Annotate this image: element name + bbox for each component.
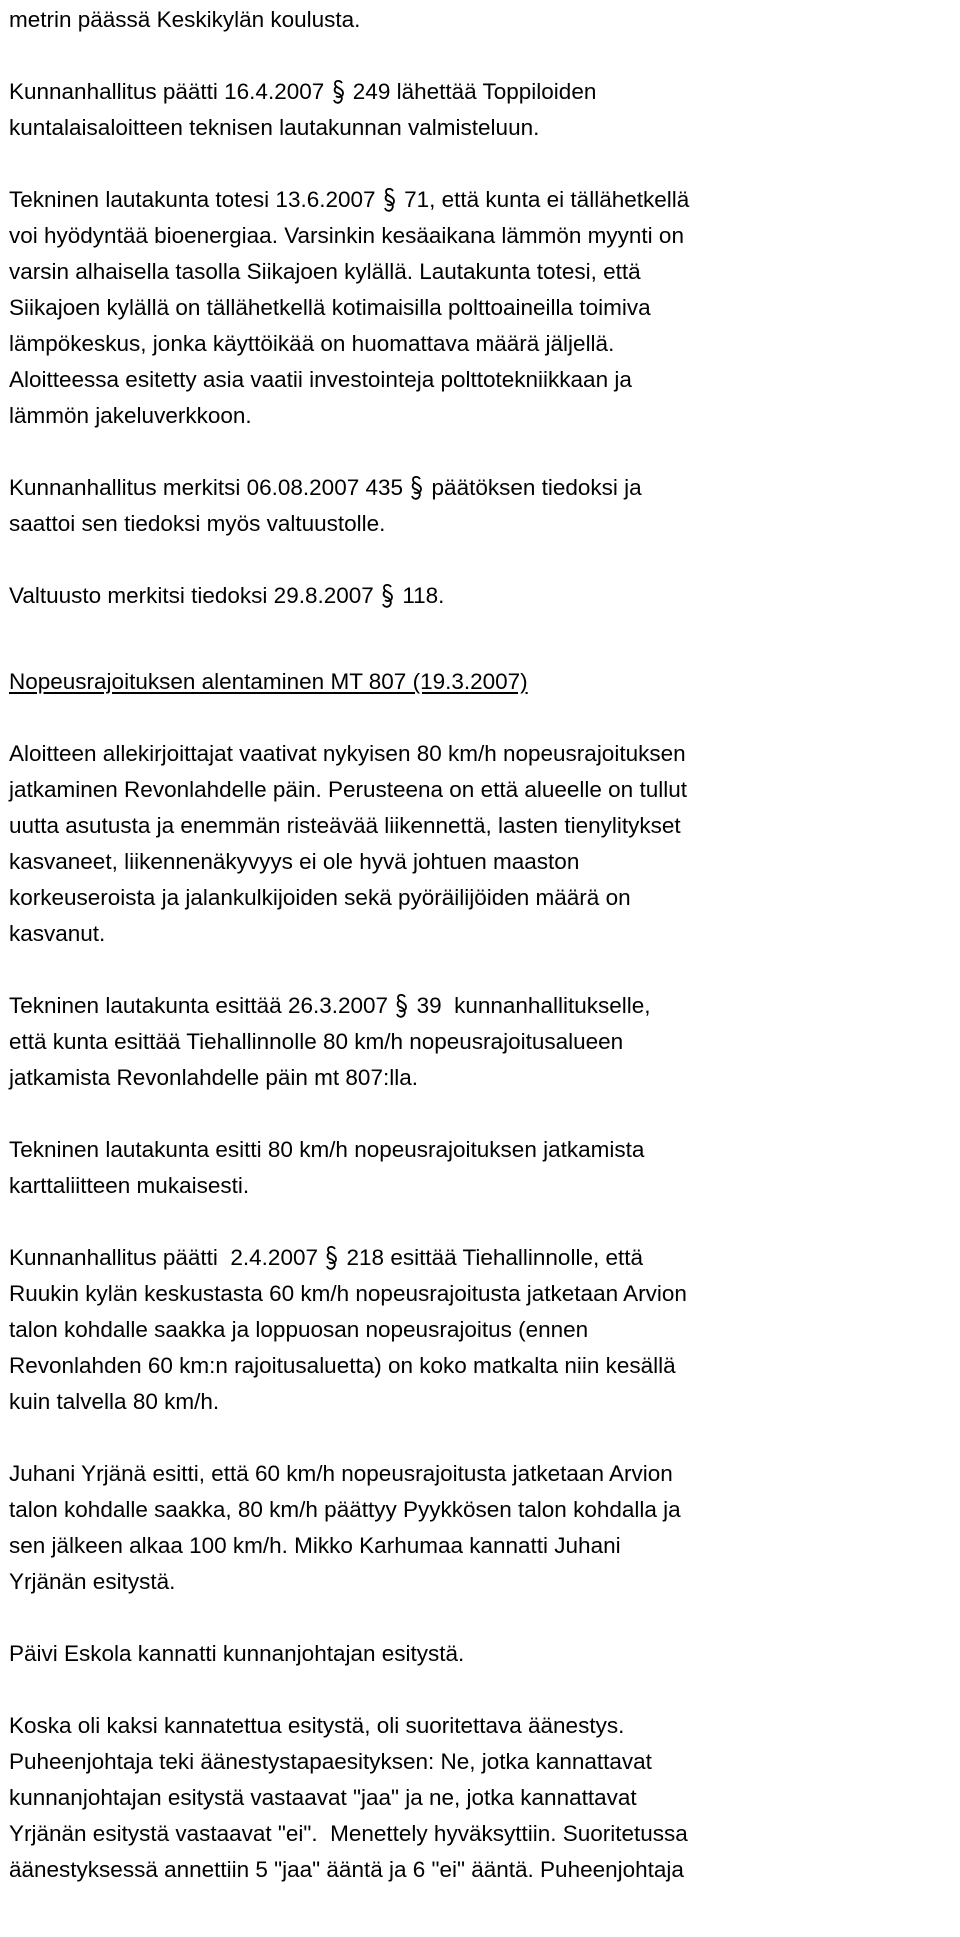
text-line: että kunta esittää Tiehallinnolle 80 km/h nopeusrajoitusalueen — [9, 1029, 624, 1054]
text-line — [9, 578, 960, 614]
text-fragment: Tekninen lautakunta totesi 13.6.2007 — [9, 187, 376, 212]
text-line: metrin päässä Keskikylän koulusta. — [9, 7, 361, 32]
section-sign-icon — [324, 1240, 340, 1276]
text-fragment: Kunnanhallitus merkitsi 06.08.2007 435 — [9, 475, 404, 500]
paragraph-11 — [9, 1708, 960, 1888]
text-line: voi hyödyntää bioenergiaa. Varsinkin kesäaikana lämmön myynti on — [9, 223, 684, 248]
text-line: Yrjänän esitystä. — [9, 1569, 176, 1594]
text-line — [9, 1240, 960, 1276]
text-line: Päivi Eskola kannatti kunnanjohtajan esitystä. — [9, 1641, 465, 1666]
text-line: kasvanut. — [9, 921, 106, 946]
text-fragment: päätöksen tiedoksi ja — [431, 475, 642, 500]
text-line: Ruukin kylän keskustasta 60 km/h nopeusrajoitusta jatketaan Arvion — [9, 1281, 687, 1306]
text-line: kuin talvella 80 km/h. — [9, 1389, 220, 1414]
text-fragment: Kunnanhallitus päätti 16.4.2007 — [9, 79, 325, 104]
section-sign-icon — [380, 578, 396, 614]
text-line: kuntalaisaloitteen teknisen lautakunnan valmisteluun. — [9, 115, 540, 140]
text-fragment: 39 kunnanhallitukselle, — [416, 993, 651, 1018]
paragraph-5 — [9, 736, 960, 952]
text-line: Juhani Yrjänä esitti, että 60 km/h nopeusrajoitusta jatketaan Arvion — [9, 1461, 673, 1486]
text-line — [9, 988, 960, 1024]
heading-text: Nopeusrajoituksen alentaminen MT 807 (19.3.2007) — [9, 669, 528, 694]
text-fragment: Kunnanhallitus päätti 2.4.2007 — [9, 1245, 318, 1270]
text-line: kunnanjohtajan esitystä vastaavat "jaa" ja ne, jotka kannattavat — [9, 1785, 637, 1810]
text-line: kasvaneet, liikennenäkyvyys ei ole hyvä johtuen maaston — [9, 849, 580, 874]
text-fragment: 118. — [402, 583, 445, 608]
text-line: sen jälkeen alkaa 100 km/h. Mikko Karhumaa kannatti Juhani — [9, 1533, 621, 1558]
text-fragment: 71, että kunta ei tällähetkellä — [404, 187, 690, 212]
text-line: lämmön jakeluverkkoon. — [9, 403, 252, 428]
paragraph-9 — [9, 1456, 960, 1600]
text-line: varsin alhaisella tasolla Siikajoen kylällä. Lautakunta totesi, että — [9, 259, 641, 284]
paragraph-3 — [9, 470, 960, 542]
paragraph-6 — [9, 988, 960, 1096]
text-line — [9, 470, 960, 506]
text-line: Siikajoen kylällä on tällähetkellä kotimaisilla polttoaineilla toimiva — [9, 295, 651, 320]
paragraph-2 — [9, 182, 960, 434]
text-fragment: Valtuusto merkitsi tiedoksi 29.8.2007 — [9, 583, 374, 608]
paragraph-10 — [9, 1636, 960, 1672]
text-line: Revonlahden 60 km:n rajoitusaluetta) on koko matkalta niin kesällä — [9, 1353, 676, 1378]
text-line — [9, 74, 960, 110]
document-page — [0, 2, 960, 1937]
text-line: jatkaminen Revonlahdelle päin. Perusteena on että alueelle on tullut — [9, 777, 687, 802]
text-line: talon kohdalle saakka, 80 km/h päättyy Pyykkösen talon kohdalla ja — [9, 1497, 681, 1522]
text-line: äänestyksessä annettiin 5 "jaa" ääntä ja 6 "ei" ääntä. Puheenjohtaja — [9, 1857, 684, 1882]
text-line: korkeuseroista ja jalankulkijoiden sekä pyöräilijöiden määrä on — [9, 885, 631, 910]
text-line: Koska oli kaksi kannatettua esitystä, oli suoritettava äänestys. — [9, 1713, 625, 1738]
section-sign-icon — [394, 988, 410, 1024]
text-fragment: 249 lähettää Toppiloiden — [352, 79, 597, 104]
section-sign-icon — [331, 74, 347, 110]
text-line: saattoi sen tiedoksi myös valtuustolle. — [9, 511, 386, 536]
text-fragment: Tekninen lautakunta esittää 26.3.2007 — [9, 993, 389, 1018]
text-line: talon kohdalle saakka ja loppuosan nopeusrajoitus (ennen — [9, 1317, 589, 1342]
text-line: karttaliitteen mukaisesti. — [9, 1173, 250, 1198]
section-sign-icon — [382, 182, 398, 218]
paragraph-7 — [9, 1132, 960, 1204]
section-sign-icon — [409, 470, 425, 506]
text-line: Aloitteessa esitetty asia vaatii investointeja polttotekniikkaan ja — [9, 367, 632, 392]
text-line: uutta asutusta ja enemmän risteävää liikennettä, lasten tienylitykset — [9, 813, 681, 838]
text-line: lämpökeskus, jonka käyttöikää on huomattava määrä jäljellä. — [9, 331, 615, 356]
text-fragment: 218 esittää Tiehallinnolle, että — [346, 1245, 643, 1270]
paragraph-8 — [9, 1240, 960, 1420]
text-line: Yrjänän esitystä vastaavat "ei". Menettely hyväksyttiin. Suoritetussa — [9, 1821, 688, 1846]
text-line: Tekninen lautakunta esitti 80 km/h nopeusrajoituksen jatkamista — [9, 1137, 645, 1162]
section-heading — [9, 664, 960, 700]
paragraph-4 — [9, 578, 960, 614]
text-line: Puheenjohtaja teki äänestystapaesityksen: Ne, jotka kannattavat — [9, 1749, 652, 1774]
paragraph-1 — [9, 74, 960, 146]
text-line: Aloitteen allekirjoittajat vaativat nykyisen 80 km/h nopeusrajoituksen — [9, 741, 686, 766]
text-line — [9, 182, 960, 218]
paragraph-0 — [9, 2, 960, 38]
text-line: jatkamista Revonlahdelle päin mt 807:lla. — [9, 1065, 418, 1090]
